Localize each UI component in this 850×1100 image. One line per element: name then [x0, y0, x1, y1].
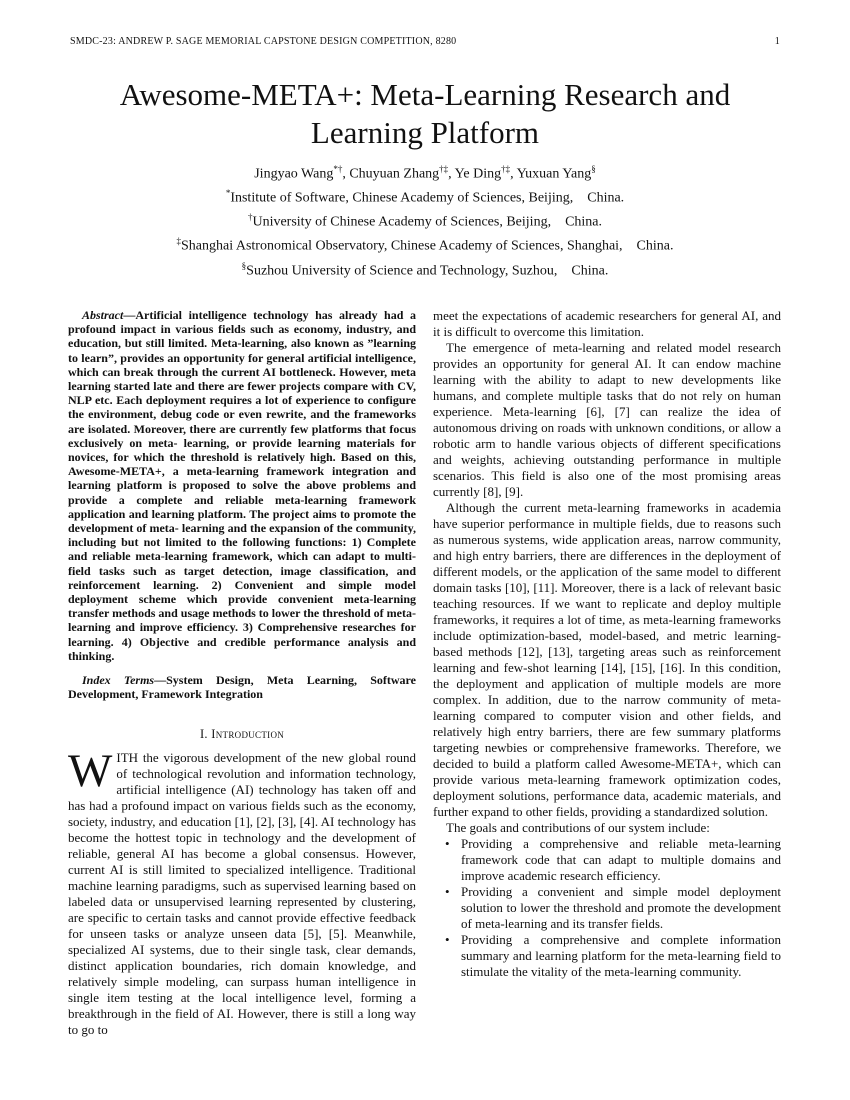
- affiliation: [60, 208, 790, 232]
- list-item: • Providing a comprehensive and complete information summary and learning platform for the meta-learning field to stimulate the vitality of the meta-learning community.: [433, 932, 781, 980]
- affiliation-mark: *: [225, 188, 231, 199]
- affiliation: [60, 257, 790, 281]
- affiliation-text: Shanghai Astronomical Observatory, Chinese Academy of Sciences, Shanghai, China.: [181, 239, 674, 255]
- list-item: • Providing a convenient and simple model deployment solution to lower the threshold and promote the development of meta-learning and its transfer fields.: [433, 884, 781, 932]
- intro-paragraph-2: The emergence of meta-learning and related model research provides an opportunity for general AI. It can endow machine learning with the ability to adapt to new developments like humans, and complete multiple tasks that do not rely on human experience. Meta-learning [6], [7] can realize the idea of autonomous driving on roads with unknown conditions, or allow a robotic arm to handle various objects of different specifications and weights, achieving outstanding performance in multiple scenarios. This field is also one of the most promising areas currently [8], [9].: [433, 340, 781, 499]
- author-name: Jingyao Wang: [254, 166, 334, 182]
- intro-paragraph-1: [68, 745, 416, 1038]
- intro-paragraph-3: Although the current meta-learning frameworks in academia have superior performance in multiple fields, due to reasons such as numerous systems, wide application areas, narrow community, and high entry barriers, there are differences in the deployment of different models, or the application of the same model to different domain tasks [10], [11]. Moreover, there is a lack of relevant basic teaching resources. If we want to replicate and deploy multiple frameworks, it requires a lot of time, as meta-learning frameworks include optimization-based, model-based, and metric learning-based methods [12], [13], targeting areas such as reinforcement learning and few-shot learning [14], [15], [16]. In this condition, the deployment and application of multiple models are more complex. In addition, due to the narrow community of meta-learning compared to computer vision and other fields, and relatively high entry barriers, there are few summary platforms targeting newbies or comprehensive frameworks. Therefore, we decided to build a platform called Awesome-META+, which can provide various meta-learning framework optimization codes, deployment solutions, performance data, academic materials, and further expand to other fields, providing a standardized solution.: [433, 500, 781, 819]
- list-item: • Providing a comprehensive and reliable meta-learning framework code that can adapt to multiple domains and improve academic research efficiency.: [433, 836, 781, 884]
- index-terms: [68, 673, 416, 701]
- left-column: [68, 308, 416, 1038]
- index-terms-label: Index Terms: [82, 673, 155, 688]
- affiliation-text: Suzhou University of Science and Technology, Suzhou, China.: [246, 263, 609, 279]
- author-mark: *†: [333, 164, 343, 174]
- author-block: [60, 160, 790, 281]
- section-numeral: I.: [199, 727, 208, 742]
- author-mark: §: [591, 164, 596, 174]
- affiliation: [60, 184, 790, 208]
- intro-paragraph-1-text: ITH the vigorous development of the new global round of technological revolution and information technology, artificial intelligence (AI) technology has taken off and has had a profound impact on various fields such as the economy, society, industry, and education [1], [2], [3], [4]. AI technology has become the hottest topic in technology and the development of reliable, general AI has become a global consensus. However, current AI is still limited to specialized intelligence. Traditional machine learning paradigms, such as supervised learning based on labeled data or unsupervised learning represented by clustering, are specific to certain tasks and cannot provide effective feedback for unseen tasks or analyze unseen data [5], [5]. Meanwhile, specialized AI systems, due to their single task, clear demands, distinct application boundaries, rich domain knowledge, and relatively simple modeling, can surpass human intelligence in single item testing at the local intelligence level, forming a breakthrough in the field of AI. However, there is still a long way to go to: [68, 750, 416, 1038]
- page-number: 1: [774, 36, 780, 47]
- affiliation-text: University of Chinese Academy of Sciences, Beijing, China.: [252, 214, 603, 230]
- abstract: [68, 308, 416, 663]
- affiliation-mark: ‡: [176, 236, 181, 247]
- author-name: Chuyuan Zhang: [349, 166, 440, 182]
- running-head: [70, 36, 780, 47]
- affiliation-mark: †: [247, 212, 253, 223]
- abstract-label: Abstract: [82, 308, 124, 322]
- author-mark: †‡: [439, 164, 449, 174]
- author-list: Jingyao Wang*†, Chuyuan Zhang†‡, Ye Ding†‡, Yuxuan Yang§: [254, 164, 596, 182]
- contributions-list: [433, 836, 781, 980]
- author-name: Yuxuan Yang: [516, 166, 592, 182]
- abstract-text: —Artificial intelligence technology has already had a profound impact in various fields such as economy, industry, and education, but still limited. Meta-learning, also known as ”learning to learn”, provides an opportunity for general artificial intelligence, which can break through the current AI bottleneck. However, meta learning started late and there are fewer projects compare with CV, NLP etc. Each deployment requires a lot of experience to configure the environment, debug code or even rewrite, and the frameworks are isolated. Moreover, there are currently few platforms that focus exclusively on meta- learning, or provide learning materials for novices, for which the threshold is relatively high. Based on this, Awesome-META+, a meta-learning framework integration and learning platform is proposed to solve the above problems and provide a complete and reliable meta-learning framework application and learning platform. The project aims to promote the development of meta- learning and the expansion of the community, including but not limited to the following functions: 1) Complete and reliable meta-learning framework, which can adapt to multi-field tasks such as target detection, image classification, and reinforcement learning. 2) Convenient and simple model deployment scheme which provide convenient meta-learning transfer methods and usage methods to lower the threshold of meta-learning and improve efficiency. 3) Comprehensive researches for learning. 4) Objective and credible performance analysis and thinking.: [68, 308, 416, 663]
- running-head-text: SMDC-23: ANDREW P. SAGE MEMORIAL CAPSTONE DESIGN COMPETITION, 8280: [70, 36, 457, 47]
- affiliation-text: Institute of Software, Chinese Academy of Sciences, Beijing, China.: [230, 190, 625, 206]
- affiliation-mark: §: [241, 260, 247, 271]
- drop-cap: W: [68, 745, 113, 798]
- section-title: Introduction: [211, 727, 285, 742]
- author-mark: †‡: [501, 164, 511, 174]
- author-name: Ye Ding: [454, 166, 502, 182]
- affiliation: [60, 232, 790, 256]
- section-heading-introduction: [68, 727, 416, 742]
- right-column: [433, 308, 781, 980]
- paper-title: Awesome-META+: Meta-Learning Research and Learning Platform: [119, 77, 731, 150]
- intro-paragraph-1-continued: meet the expectations of academic researchers for general AI, and it is difficult to overcome this limitation.: [433, 308, 781, 339]
- index-terms-text: —System Design, Meta Learning, Software Development, Framework Integration: [68, 673, 416, 702]
- intro-paragraph-4: The goals and contributions of our system include:: [446, 820, 710, 835]
